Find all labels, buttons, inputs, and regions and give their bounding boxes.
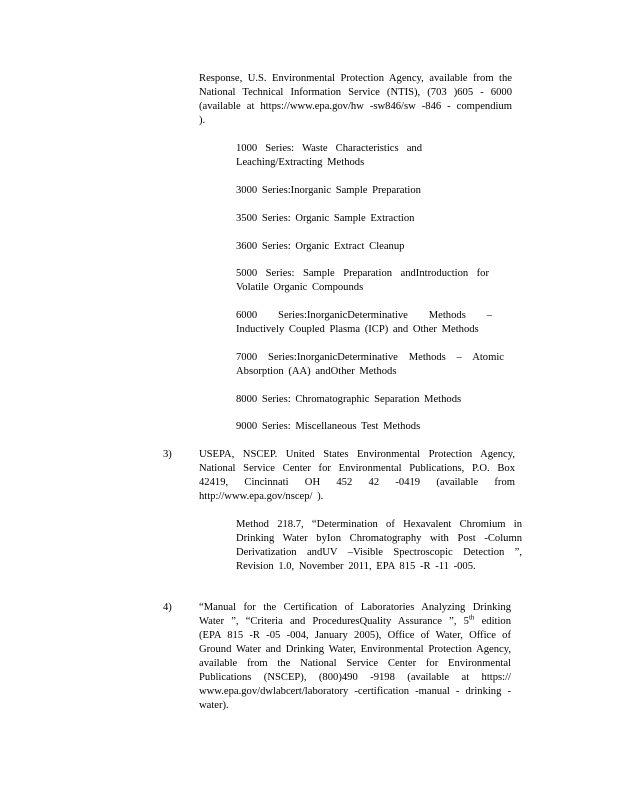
- series-list-item: 7000 Series:InorganicDeterminative Methods – Atomic Absorption (AA) andOther Methods: [236, 352, 504, 377]
- series-list-item: 3000 Series:Inorganic Sample Preparation: [236, 185, 421, 196]
- list-number: 4): [163, 602, 172, 613]
- reference-text-part: “Manual for the Certification of Laboratories Analyzing Drinking Water ”, “Criteria and ProceduresQuality Assurance ”, 5: [199, 602, 511, 627]
- method-reference-text: Method 218.7, “Determination of Hexavalent Chromium in Drinking Water byIon Chromatography with Post -Column Derivatization andUV –Visible Spectroscopic Detection ”, Revision 1.0, November 2011, EPA 815 -R -11 -005.: [236, 519, 522, 572]
- series-list-item: 8000 Series: Chromatographic Separation Methods: [236, 394, 462, 405]
- edition-superscript: th: [468, 613, 475, 622]
- list-number: 3): [163, 449, 172, 460]
- series-list-item: 5000 Series: Sample Preparation andIntroduction for Volatile Organic Compounds: [236, 268, 489, 293]
- series-list-item: 1000 Series: Waste Characteristics and Leaching/Extracting Methods: [236, 143, 422, 168]
- series-list-item: 3600 Series: Organic Extract Cleanup: [236, 241, 405, 252]
- intro-reference-text: Response, U.S. Environmental Protection Agency, available from the National Technical Information Service (NTIS), (703 )605 - 6000 (available at https://www.epa.gov/hw -sw846/sw -846 - compendium ).: [199, 73, 512, 126]
- reference-text: [199, 601, 511, 713]
- reference-text-part: edition (EPA 815 -R -05 -004, January 2005), Office of Water, Office of Ground Water and Drinking Water, Environmental Protection Agency, available from the National Service Center for Environmental Publications (NSCEP), (800)490 -9198 (available at https:// www.epa.gov/dwlabcert/laboratory -certification -manual - drinking -water).: [199, 616, 511, 711]
- reference-text: USEPA, NSCEP. United States Environmental Protection Agency, National Service Center for Environmental Publications, P.O. Box 42419, Cincinnati OH 452 42 -0419 (available from http://www.epa.gov/nscep/ ).: [199, 449, 515, 502]
- series-list-item: 3500 Series: Organic Sample Extraction: [236, 213, 415, 224]
- series-list-item: 6000 Series:InorganicDeterminative Methods – Inductively Coupled Plasma (ICP) and Other Methods: [236, 310, 492, 335]
- series-list-item: 9000 Series: Miscellaneous Test Methods: [236, 421, 421, 432]
